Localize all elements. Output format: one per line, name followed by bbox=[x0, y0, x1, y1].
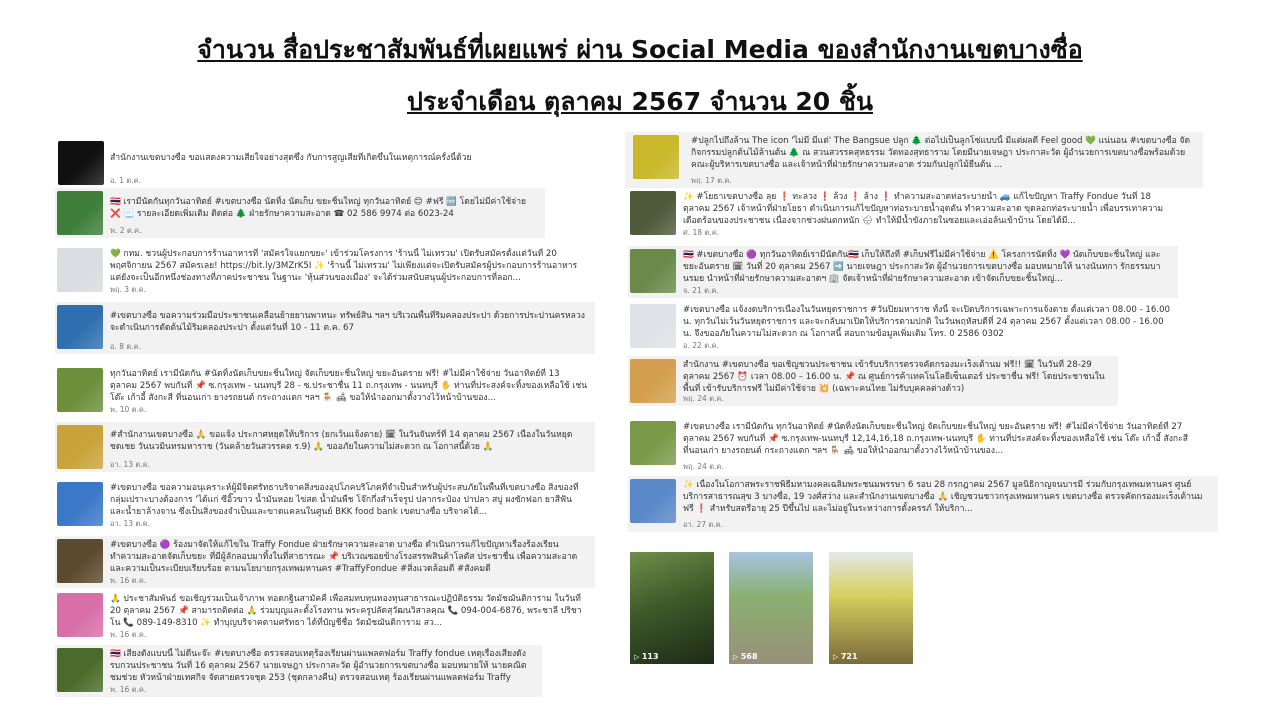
video-thumbnail[interactable] bbox=[829, 552, 913, 664]
post-text: สำนักงานเขตบางซื่อ ขอแสดงความเสียใจอย่างสุดซึ้ง กับการสูญเสียที่เกิดขึ้นในเหตุการณ์ครั้งนี้ด้วย bbox=[110, 153, 472, 163]
post-thumbnail bbox=[57, 305, 103, 349]
post-card[interactable] bbox=[55, 365, 595, 417]
post-thumbnail bbox=[57, 248, 103, 292]
post-thumbnail bbox=[630, 191, 676, 235]
post-text: #สำนักงานเขตบางซื่อ 🙏 ขอแจ้ง ประกาศหยุดให้บริการ (ยกเว้นแจ้งตาย) 🗓 ในวันจันทร์ที่ 14 ตุลาคม 2567 เนื่องในวันหยุดชดเชย วันนวมินทรมหาราช (วันคล้ายวันสวรรคต ร.9) 🙏 ขออภัยในความไม่สะดวก ณ โอกาสนี้ด้วย 🙏 bbox=[110, 430, 573, 453]
view-count: ▷ 721 bbox=[833, 652, 858, 661]
post-thumbnail bbox=[57, 648, 103, 692]
post-text: ✨ เนื่องในโอกาสพระราชพิธีมหามงคลเฉลิมพระชนมพรรษา 6 รอบ 28 กรกฎาคม 2567 มูลนิธิกาญจนบารมี ร่วมกับกรุงเทพมหานคร ศูนย์บริการสาธารณสุข 3 บางซื่อ, 19 วงศ์สว่าง และสำนักงานเขตบางซื่อ 🙏 เชิญชวนชาวกรุงเทพมหานคร เขตบางซื่อ ตรวจคัดกรองมะเร็งเต้านม ฟรี ❗ สำหรับสตรีอายุ 25 ปีขึ้นไป และไม่อยู่ในระหว่างการตั้งครรภ์ ให้บริกา... bbox=[683, 480, 1203, 515]
post-text: 🇹🇭 เสียงดังแบบนี้ ไม่ดีนะจ๊ะ #เขตบางซื่อ ตรวจสอบเหตุร้องเรียนผ่านแพลตฟอร์ม Traffy fondue เหตุเรื่องเสียงดังรบกวนประชาชน วันที่ 16 ตุลาคม 2567 นายเจษฎา ประกาสะวัต ผู้อำนวยการเขตบางซื่อ มอบหมายให้ นายคณิต ชมช่วย หัวหน้าฝ่ายเทศกิจ จัดสายตรวจชุด 253 (ชุดกลางคืน) ตรวจสอบเหตุ ร้องเรียนผ่านแพลตฟอร์ม Traffy bbox=[110, 649, 527, 684]
post-card[interactable] bbox=[55, 422, 595, 472]
post-card[interactable] bbox=[55, 302, 595, 354]
post-text: #เขตบางซื่อ ขอความอนุเคราะห์ผู้มีจิตศรัทธาบริจาคสิ่งของอุปโภคบริโภคที่จำเป็นสำหรับผู้ประสบภัยในพื้นที่เขตบางซื่อ สิ่งของที่กลุ่มเปราะบางต้องการ 'ได้แก่ ซีอิ๊วขาว น้ำมันหอย ไข่สด น้ำมันพืช โจ๊กกึ่งสำเร็จรูป ปลากระป๋อง ปาปลา สบู่ ผงซักฟอก ยาสีฟัน และน้ำยาล้างจาน ซึ่งเป็นสิ่งของจำเป็นและขาดแคลนในศูนย์ BKK food bank เขตบางซื่อ บริจาคได้... bbox=[110, 483, 579, 518]
post-date: พ. 16 ต.ค. bbox=[110, 685, 147, 694]
post-card[interactable] bbox=[55, 645, 542, 697]
post-thumbnail bbox=[630, 359, 676, 403]
post-card[interactable] bbox=[55, 479, 595, 531]
post-date: อา. 27 ต.ค. bbox=[683, 520, 724, 529]
post-date: จ. 21 ต.ค. bbox=[683, 286, 719, 295]
post-text: #เขตบางซื่อ 🟣 ร้องมาจัดให้แก้ไขใน Traffy Fondue ฝ่ายรักษาความสะอาด บางซื่อ ดำเนินการแก้ไขปัญหาเรื่องร้องเรียน ทำความสะอาดจัดเก็บขยะ ที่มีผู้ลักลอบมาทิ้งในที่สาธารณะ 📌 บริเวณซอยข้างโรงสรรพสินค้าโลตัส ประชาชื่น เพื่อความสะอาด และความเป็นระเบียบเรียบร้อย ตามนโยบายกรุงเทพมหานคร #TraffyFondue #สิ่งแวดล้อมดี #สังคมดี bbox=[110, 540, 578, 575]
page-subtitle: ประจำเดือน ตุลาคม 2567 จำนวน 20 ชิ้น bbox=[407, 87, 873, 116]
post-date: พ. 10 ต.ค. bbox=[110, 405, 147, 414]
post-thumbnail bbox=[58, 141, 104, 185]
post-date: พฤ. 24 ต.ค. bbox=[683, 394, 724, 403]
page-title: จำนวน สื่อประชาสัมพันธ์ที่เผยแพร่ ผ่าน Social Media ของสำนักงานเขตบางซื่อ bbox=[197, 35, 1083, 64]
post-text: #เขตบางซื่อ แจ้งงดบริการเนื่องในวันหยุดราชการ #วันปิยมหาราช ทั้งนี้ จะเปิดบริการเฉพาะการแจ้งตาย ตั้งแต่เวลา 08.00 - 16.00 น. ทุกวันไม่เว้นวันหยุดราชการ และจะกลับมาเปิดให้บริการตามปกติ ในวันพฤหัสบดีที่ 24 ตุลาคม 2567 ตั้งแต่เวลา 08.00 - 16.00 น. จึงขออภัยในความไม่สะดวก ณ โอกาสนี้ สอบถามข้อมูลเพิ่มเติม โทร. 0 2586 0302 bbox=[683, 305, 1171, 340]
post-thumbnail bbox=[57, 425, 103, 469]
post-card[interactable] bbox=[55, 138, 545, 188]
post-card[interactable] bbox=[628, 188, 1178, 240]
post-date: พ. 16 ต.ค. bbox=[110, 576, 147, 585]
post-date: พฤ. 24 ต.ค. bbox=[683, 462, 724, 471]
post-card[interactable] bbox=[625, 132, 1203, 188]
post-card[interactable] bbox=[55, 245, 595, 297]
post-date: พ. 16 ต.ค. bbox=[110, 630, 147, 639]
post-text: สำนักงาน #เขตบางซื่อ ขอเชิญชวนประชาชน เข้ารับบริการตรวจคัดกรองมะเร็งเต้านม ฟรี!! 🗓 ในวันที่ 28-29 ตุลาคม 2567 ⏰ เวลา 08.00 – 16.00 น. 📌 ณ ศูนย์การค้าเทคโนโลยีเซ็นเตอร์ ประชาชื่น ฟรี! โดยประชาชนในพื้นที่ เข้ารับบริการฟรี ไม่มีค่าใช้จ่าย 💥 (เฉพาะคนไทย ไม่รับบุคคลต่างด้าว) bbox=[683, 360, 1105, 395]
post-thumbnail bbox=[57, 368, 103, 412]
post-card[interactable] bbox=[628, 418, 1198, 474]
post-card[interactable] bbox=[55, 590, 595, 642]
video-thumbnail[interactable] bbox=[729, 552, 813, 664]
post-thumbnail bbox=[630, 249, 676, 293]
post-thumbnail bbox=[630, 421, 676, 465]
post-card[interactable] bbox=[55, 536, 595, 588]
post-card[interactable] bbox=[628, 301, 1178, 353]
post-date: พฤ. 17 ต.ค. bbox=[691, 176, 732, 185]
post-date: พ. 2 ต.ค. bbox=[110, 226, 142, 235]
post-date: พฤ. 3 ต.ค. bbox=[110, 285, 147, 294]
post-date: อ. 1 ต.ค. bbox=[110, 176, 142, 185]
post-thumbnail bbox=[633, 135, 679, 179]
post-text: #ปลูกไปถึงล้าน The icon 'ไม่มี มีแต่' The Bangsue ปลูก 🌲 ต่อไปเป็นลูกโซ่แบบนี้ มีแต่ผลดี Feel good 💚 แน่นอน #เขตบางซื่อ จัดกิจกรรมปลูกต้นไม้ล้านต้น 🌲 ณ สวนสวรรคสุหธรรม วัดทองสุทธาราม โดยมีนายเจษฎา ประกาสะวัต ผู้อำนวยการเขตบางซื่อพร้อมด้วยคณะผู้บริหารเขตบางซื่อ และเจ้าหน้าที่ฝ่ายรักษาความสะอาด ร่วมกันปลูกไม้ยืนต้น ... bbox=[691, 136, 1191, 171]
post-thumbnail bbox=[57, 191, 103, 235]
post-text: 💚 กทม. ชวนผู้ประกอบการร้านอาหารที่ 'สมัครใจแยกขยะ' เข้าร่วมโครงการ 'ร้านนี้ ไม่เทรวม' เปิดรับสมัครตั้งแต่วันที่ 20 พฤศจิกายน 2567 สมัครเลย! https://bit.ly/3MZrK5I ✨ 'ร้านนี้ ไม่เทรวม' ไม่เพียงแต่จะเปิดรับสมัครผู้ประกอบการร้านอาหาร แต่ยังจะเป็นอีกหนึ่งช่องทางที่ภาคประชาชน ในฐานะ 'หุ้นส่วนของเมือง' จะได้ร่วมสนับสนุนผู้ประกอบการที่ลอก... bbox=[110, 249, 578, 284]
post-card[interactable] bbox=[628, 246, 1178, 298]
video-thumbnail[interactable] bbox=[630, 552, 714, 664]
view-count: ▷ 113 bbox=[634, 652, 659, 661]
post-thumbnail bbox=[630, 304, 676, 348]
post-text: ✨ #โยธาเขตบางซื่อ ลุย ❗ ทะลวง ❗ ล้วง ❗ ล้าง ❗ ทำความสะอาดท่อระบายน้ำ 🚙 แก้ไขปัญหา Traffy Fondue วันที่ 18 ตุลาคม 2567 เจ้าหน้าที่ฝ่ายโยธา ดำเนินการแก้ไขปัญหาท่อระบายน้ำอุดตัน ทำความสะอาด ขุดลอกท่อระบายน้ำ เพื่อบรรเทาความเดือดร้อนของประชาชน เนื่องจากช่วงฝนตกหนัก 🌧 ทำให้มีน้ำขังภายในซอยและเอ่อล้นเข้าบ้าน โดยได้มี... bbox=[683, 192, 1164, 227]
post-text: #เขตบางซื่อ เรามีนัดกัน ทุกวันอาทิตย์ #นัดทิ้งนัดเก็บขยะชิ้นใหญ่ จัดเก็บขยะชิ้นใหญ่ ขยะอันตราย ฟรี! #ไม่มีค่าใช้จ่าย วันอาทิตย์ที่ 27 ตุลาคม 2567 พบกันที่ 📌 ซ.กรุงเทพ-นนทบุรี 12,14,16,18 ถ.กรุงเทพ-นนทบุรี ✋ ท่านที่ประสงค์จะทิ้งของเหลือใช้ เช่น โต๊ะ เก้าอี้ สังกะสี ที่นอนเก่า ยางรถยนต์ กระถางแตก ฯลฯ 🪑 🛋 ขอให้นำออกมาตั้งวางไว้หน้าบ้านของ... bbox=[683, 422, 1188, 457]
post-thumbnail bbox=[57, 539, 103, 583]
post-thumbnail bbox=[57, 593, 103, 637]
post-date: อา. 13 ต.ค. bbox=[110, 519, 151, 528]
post-date: อ. 22 ต.ค. bbox=[683, 341, 719, 350]
post-text: 🇹🇭 เรามีนัดกันทุกวันอาทิตย์ #เขตบางซื่อ นัดทิ้ง นัดเก็บ ขยะชิ้นใหญ่ ทุกวันอาทิตย์ 😊 #ฟรี 🆓 โดยไม่มีค่าใช้จ่าย ❌ 📃 รายละเอียดเพิ่มเติม ติดต่อ 🌲 ฝ่ายรักษาความสะอาด ☎ 02 586 9974 ต่อ 6023-24 bbox=[110, 197, 527, 220]
post-thumbnail bbox=[57, 482, 103, 526]
post-text: #เขตบางซื่อ ขอความร่วมมือประชาชนเคลื่อนย้ายยานพาหนะ ทรัพย์สิน ฯลฯ บริเวณพื้นที่ริมคลองประปา ด้วยการประปานครหลวง จะดำเนินการตัดต้นไม้ริมคลองประปา ตั้งแต่วันที่ 10 - 11 ต.ค. 67 bbox=[110, 311, 585, 334]
view-count: ▷ 568 bbox=[733, 652, 758, 661]
post-date: อ. 8 ต.ค. bbox=[110, 342, 142, 351]
post-text: 🇹🇭 #เขตบางซื่อ 🟣 ทุกวันอาทิตย์เรามีนัดกัน🇹🇭 เก็บให้ถึงที่ #เก็บฟรีไม่มีค่าใช้จ่าย ⚠️ โครงการนัดทิ้ง 💜 นัดเก็บขยะชิ้นใหญ่ และขยะอันตราย 🗓 วันที่ 20 ตุลาคม 2567 ➡️ นายเจษฎา ประกาสะวัต ผู้อำนวยการเขตบางซื่อ มอบหมายให้ นางนันทกา รักธรรมบานรมย นำหน้าที่ฝ่ายรักษาความสะอาดฯ 🏢 จัดเจ้าหน้าที่ฝ่ายรักษาความสะอาด เข้าจัดเก็บขยะชิ้นใหญ่... bbox=[683, 250, 1161, 285]
post-text: ทุกวันอาทิตย์ เรามีนัดกัน #นัดทิ้งนัดเก็บขยะชิ้นใหญ่ จัดเก็บขยะชิ้นใหญ่ ขยะอันตราย ฟรี! #ไม่มีค่าใช้จ่าย วันอาทิตย์ที่ 13 ตุลาคม 2567 พบกันที่ 📌 ซ.กรุงเทพ - นนทบุรี 28 - ซ.ประชาชื่น 11 ถ.กรุงเทพ - นนทบุรี ✋ ท่านที่ประสงค์จะทิ้งของเหลือใช้ เช่น โต๊ะ เก้าอี้ สังกะสี ที่นอนเก่า ยางรถยนต์ กระถางแตก ฯลฯ 🪑 🛋 ขอให้นำออกมาตั้งวางไว้หน้าบ้านของ... bbox=[110, 369, 588, 404]
post-date: อา. 13 ต.ค. bbox=[110, 460, 151, 469]
post-card[interactable] bbox=[55, 188, 545, 238]
post-thumbnail bbox=[630, 479, 676, 523]
post-card[interactable] bbox=[628, 476, 1218, 532]
post-date: ศ. 18 ต.ค. bbox=[683, 228, 720, 237]
post-card[interactable] bbox=[628, 356, 1118, 406]
post-text: 🙏 ประชาสัมพันธ์ ขอเชิญร่วมเป็นเจ้าภาพ ทอดกฐินสามัคคี เพื่อสมทบทุนทองทุนสาธารณะปฏิบัติธรรม วัดมัชฌันติการาม ในวันที่ 20 ตุลาคม 2567 📌 สามารถติดต่อ 🙏 ร่วมบุญและตั้งโรงทาน พระครูปลัดสุวัฒนวิสาลคุณ 📞 094-004-6876, พระชาลี ปริชาโน 📞 089-149-8310 ✨ ทำบุญบริจาคตามศรัทธา ได้ที่บัญชีชื่อ วัดมัชฌันติการาม สว... bbox=[110, 594, 582, 629]
